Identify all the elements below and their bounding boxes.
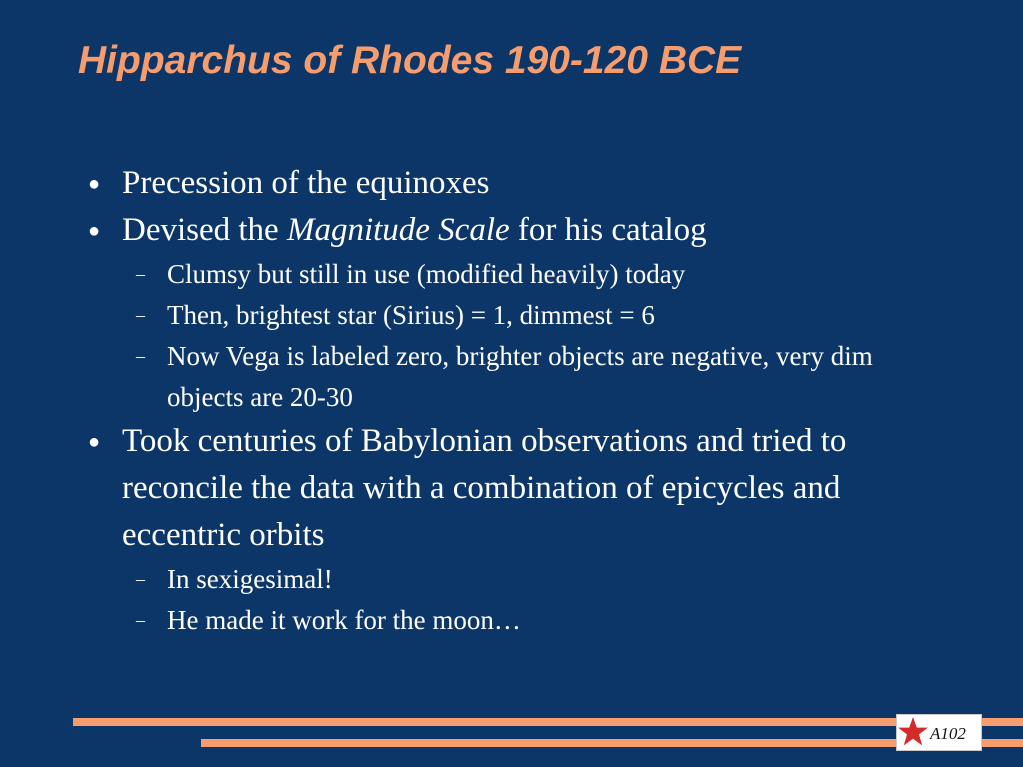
bullet-icon: ● bbox=[88, 431, 101, 453]
bullet-text-emphasis: Magnitude Scale bbox=[286, 212, 510, 248]
sub-bullet bbox=[0, 254, 1023, 295]
logo-text: A102 bbox=[930, 724, 966, 743]
sub-bullet-text: Then, brightest star (Sirius) = 1, dimmest = 6 bbox=[167, 300, 655, 330]
bullet-icon: ● bbox=[88, 220, 101, 242]
slide-title: Hipparchus of Rhodes 190-120 BCE bbox=[78, 39, 742, 82]
dash-icon: – bbox=[136, 569, 145, 589]
sub-bullet bbox=[0, 559, 1023, 600]
footer-rule-top bbox=[73, 718, 1023, 726]
slide-body bbox=[0, 160, 1023, 641]
dash-icon: – bbox=[136, 264, 145, 284]
bullet-icon: ● bbox=[88, 173, 101, 195]
sub-bullet bbox=[0, 600, 1023, 641]
sub-bullet-text: Now Vega is labeled zero, brighter objects are negative, very dim objects are 20-30 bbox=[167, 341, 873, 412]
red-star-icon bbox=[898, 717, 928, 745]
sub-bullet bbox=[0, 295, 1023, 336]
bullet-text-before: Devised the bbox=[122, 212, 287, 248]
bullet-magnitude-scale bbox=[0, 207, 1023, 254]
bullet-text: Took centuries of Babylonian observations and tried to reconcile the data with a combination of epicycles and eccentric orbits bbox=[122, 423, 847, 553]
sub-bullet bbox=[0, 336, 1023, 418]
dash-icon: – bbox=[136, 346, 145, 366]
dash-icon: – bbox=[136, 305, 145, 325]
sub-bullet-text: He made it work for the moon… bbox=[167, 605, 521, 635]
sub-bullet-text: Clumsy but still in use (modified heavily) today bbox=[167, 259, 686, 289]
dash-icon: – bbox=[136, 610, 145, 630]
bullet-precession bbox=[0, 160, 1023, 207]
a102-logo bbox=[896, 714, 982, 751]
bullet-text-after: for his catalog bbox=[509, 212, 707, 248]
sub-bullet-text: In sexigesimal! bbox=[167, 564, 333, 594]
bullet-babylonian-observations bbox=[0, 418, 1023, 559]
bullet-text: Precession of the equinoxes bbox=[122, 165, 490, 201]
